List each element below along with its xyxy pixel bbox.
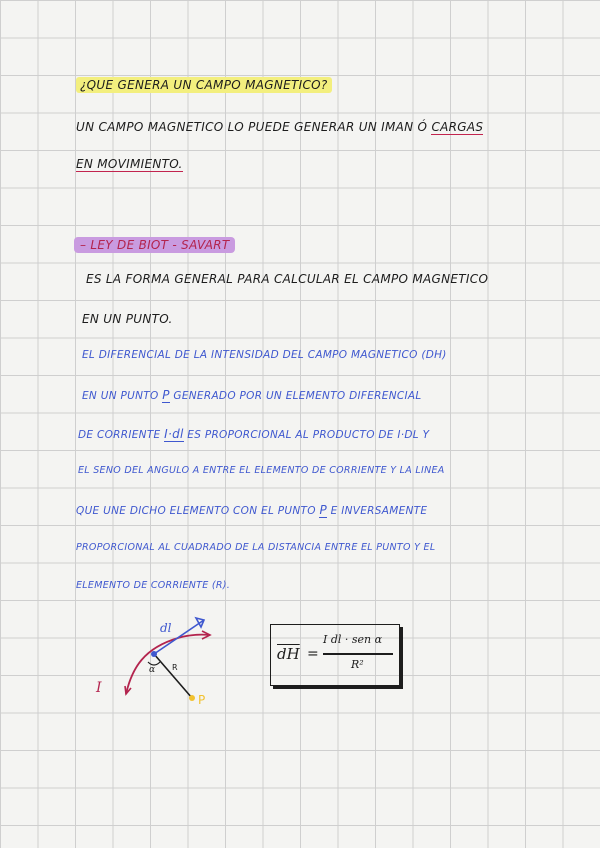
formula-denominator: R²: [351, 658, 364, 671]
blue-line-5: [76, 503, 427, 517]
point-p-label-2: P: [319, 503, 327, 517]
section-title: [74, 234, 235, 253]
section-title-text: – LEY DE BIOT - SAVART: [74, 237, 235, 253]
formula-equals: =: [307, 646, 319, 662]
blue-line-5-pre: QUE UNE DICHO ELEMENTO CON EL PUNTO: [76, 505, 316, 517]
dl-label: dl: [160, 621, 172, 635]
blue-line-2-pre: EN UN PUNTO: [82, 390, 159, 402]
definition-line-1: ES LA FORMA GENERAL PARA CALCULAR EL CAMPO MAGNETICO: [86, 272, 489, 286]
r-line: [154, 654, 192, 698]
blue-line-3: [78, 427, 429, 441]
blue-line-2: [82, 388, 422, 402]
current-label: I: [96, 680, 102, 696]
formula-numerator: I dl · sen α: [323, 633, 383, 646]
biot-savart-diagram: [88, 608, 238, 718]
p-label: P: [198, 693, 206, 707]
r-label: R: [172, 663, 178, 672]
idl-term: I·dl: [164, 427, 184, 441]
fraction-bar: [323, 653, 393, 655]
formula-lhs: [277, 645, 300, 663]
cargas-word: CARGAS: [431, 120, 484, 134]
blue-line-6: PROPORCIONAL AL CUADRADO DE LA DISTANCIA ENTRE EL PUNTO Y EL: [76, 542, 436, 553]
blue-line-4: EL SENO DEL ANGULO Α ENTRE EL ELEMENTO DE CORRIENTE Y LA LINEA: [78, 465, 445, 476]
answer-text-2: EN MOVIMIENTO.: [76, 157, 183, 171]
question-text: ¿QUE GENERA UN CAMPO MAGNETICO?: [76, 77, 332, 93]
blue-line-2-post: GENERADO POR UN ELEMENTO DIFERENCIAL: [173, 390, 422, 402]
alpha-label: α: [149, 665, 156, 675]
definition-line-2: EN UN PUNTO.: [82, 312, 173, 326]
formula-lhs-text: $\overline{dH}$: [277, 645, 300, 663]
answer-line-1: [76, 120, 483, 134]
blue-line-3-post: ES PROPORCIONAL AL PRODUCTO DE I·DL Y: [187, 429, 430, 441]
point-p-dot: [189, 695, 195, 701]
blue-line-5-post: E INVERSAMENTE: [330, 505, 428, 517]
answer-line-2: [76, 157, 183, 171]
current-element-dot: [151, 651, 157, 657]
formula-box: [270, 624, 400, 686]
question-heading: [76, 78, 332, 92]
blue-line-3-pre: DE CORRIENTE: [78, 429, 161, 441]
blue-line-7: ELEMENTO DE CORRIENTE (R).: [76, 580, 231, 591]
blue-line-1: EL DIFERENCIAL DE LA INTENSIDAD DEL CAMPO MAGNETICO (DH): [82, 349, 447, 361]
point-p-label: P: [162, 388, 170, 402]
answer-text-1: UN CAMPO MAGNETICO LO PUEDE GENERAR UN IMAN Ó: [76, 120, 428, 134]
